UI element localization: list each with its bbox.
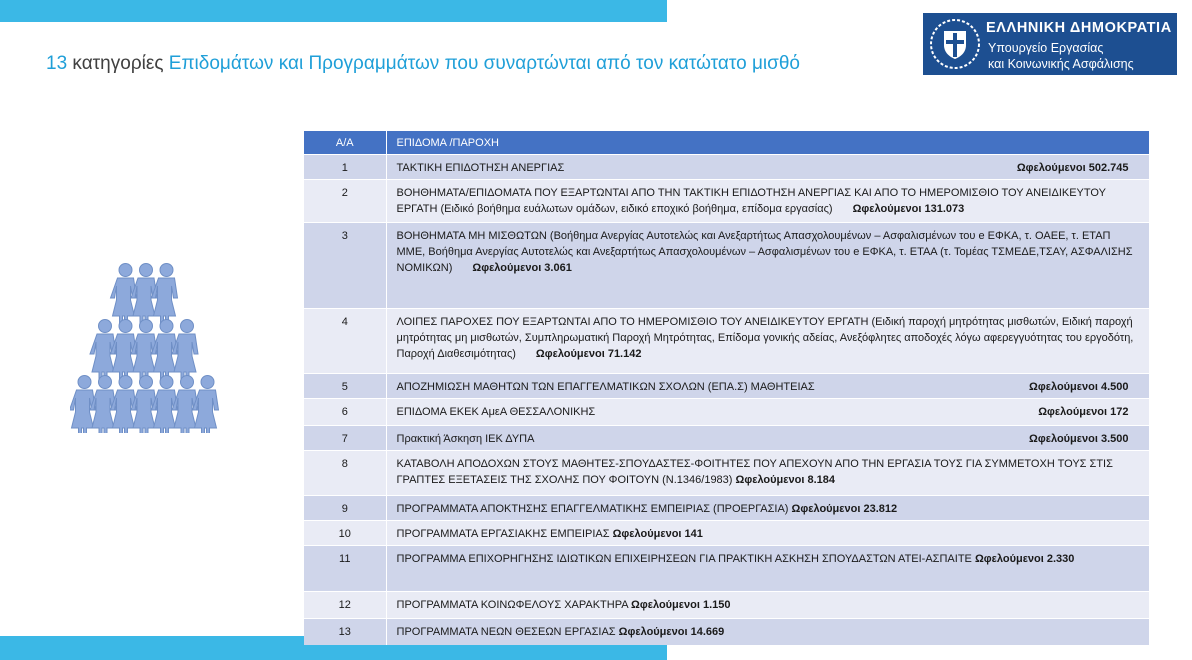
row-benefit-cell	[386, 426, 1149, 451]
beneficiaries-count: Ωφελούμενοι 141	[612, 528, 703, 540]
row-number: 6	[304, 399, 386, 426]
people-pyramid-icon	[70, 263, 222, 433]
table-row	[304, 592, 1149, 619]
benefit-text: ΠΡΟΓΡΑΜΜΑΤΑ ΕΡΓΑΣΙΑΚΗΣ ΕΜΠΕΙΡΙΑΣ	[396, 528, 610, 540]
beneficiaries-count: Ωφελούμενοι 8.184	[735, 474, 835, 486]
row-benefit-cell	[386, 496, 1149, 521]
benefit-text: ΠΡΟΓΡΑΜΜΑΤΑ ΑΠΟΚΤΗΣΗΣ ΕΠΑΓΓΕΛΜΑΤΙΚΗΣ ΕΜΠΕΙΡΙΑΣ (ΠΡΟΕΡΓΑΣΙΑ)	[396, 503, 789, 515]
benefit-text: ΒΟΗΘΗΜΑΤΑ/ΕΠΙΔΟΜΑΤΑ ΠΟΥ ΕΞΑΡΤΩΝΤΑΙ ΑΠΟ ΤΗΝ ΤΑΚΤΙΚΗ ΕΠΙΔΟΤΗΣΗ ΑΝΕΡΓΙΑΣ ΚΑΙ ΑΠΟ ΤΟ ΗΜΕΡΟΜΙΣΘΙΟ ΤΟΥ ΑΝΕΙΔΙΚΕΥΤΟΥ ΕΡΓΑΤΗ (Ειδικό βοήθημα ευάλωτων ομάδων, ειδικό εποχικό βοήθημα, επίδομα εργασίας)	[396, 187, 1106, 215]
title-number: 13	[46, 53, 68, 74]
benefit-text: ΛΟΙΠΕΣ ΠΑΡΟΧΕΣ ΠΟΥ ΕΞΑΡΤΩΝΤΑΙ ΑΠΟ ΤΟ ΗΜΕΡΟΜΙΣΘΙΟ ΤΟΥ ΑΝΕΙΔΙΚΕΥΤΟΥ ΕΡΓΑΤΗ (Ειδική παροχή μητρότητας μισθωτών, Ειδική παροχή μητρότητας μη μισθωτών, Συμπληρωματική Παροχή Μητρότητας, Επίδομα γονικής αδείας, Ανεξόφλητες αποδοχές λόγω αφερεγγυότητας του εργοδότη, Παροχή Διαθεσιμότητας)	[396, 316, 1134, 360]
benefit-text: ΤΑΚΤΙΚΗ ΕΠΙΔΟΤΗΣΗ ΑΝΕΡΓΙΑΣ	[396, 162, 565, 174]
person-icon	[152, 264, 178, 329]
person-icon	[172, 320, 198, 385]
beneficiaries-count: Ωφελούμενοι 23.812	[791, 503, 898, 515]
table-row	[304, 399, 1149, 426]
benefits-table	[304, 131, 1150, 645]
table-row	[304, 309, 1149, 374]
header-benefit: ΕΠΙΔΟΜΑ /ΠΑΡΟΧΗ	[386, 131, 1149, 155]
beneficiaries-count: Ωφελούμενοι 502.745	[1016, 162, 1129, 174]
beneficiaries-count: Ωφελούμενοι 71.142	[535, 348, 642, 360]
row-number: 10	[304, 521, 386, 546]
row-number: 2	[304, 180, 386, 223]
top-accent-bar	[0, 0, 667, 22]
beneficiaries-count: Ωφελούμενοι 3.061	[472, 262, 572, 274]
benefit-cell-content	[397, 404, 1139, 420]
row-number: 5	[304, 374, 386, 399]
title-word: κατηγορίες	[72, 53, 164, 74]
benefit-text: ΠΡΟΓΡΑΜΜΑΤΑ ΚΟΙΝΩΦΕΛΟΥΣ ΧΑΡΑΚΤΗΡΑ	[396, 599, 628, 611]
beneficiaries-count: Ωφελούμενοι 1.150	[631, 599, 731, 611]
table-row	[304, 619, 1149, 645]
row-number: 13	[304, 619, 386, 645]
row-number: 8	[304, 451, 386, 496]
benefit-text: ΒΟΗΘΗΜΑΤΑ ΜΗ ΜΙΣΘΩΤΩΝ (Βοήθημα Ανεργίας Αυτοτελώς και Ανεξαρτήτως Απασχολουμένων – Ασφαλισμένων του e ΕΦΚΑ, τ. ΟΑΕΕ, τ. ΕΤΑΠ ΜΜΕ, Βοήθημα Ανεργίας Αυτοτελώς και Ανεξαρτήτως Απασχολουμένων – Ασφαλισμένων του e ΕΦΚΑ, τ. ΕΤΑΑ (τ. Τομέας ΤΣΜΕΔΕ,ΤΣΑΥ, ΑΣΦΑΛΙΣΗΣ ΝΟΜΙΚΩΝ)	[396, 230, 1133, 274]
beneficiaries-count: Ωφελούμενοι 14.669	[618, 626, 725, 638]
benefit-cell-content	[397, 160, 1139, 176]
row-benefit-cell	[386, 223, 1149, 309]
table-row	[304, 546, 1149, 592]
row-benefit-cell	[386, 451, 1149, 496]
beneficiaries-count: Ωφελούμενοι 172	[1038, 406, 1129, 418]
table-header-row	[304, 131, 1149, 155]
row-number: 1	[304, 155, 386, 180]
person-icon	[193, 376, 219, 434]
table-row	[304, 521, 1149, 546]
row-number: 11	[304, 546, 386, 592]
header-aa: Α/Α	[304, 131, 386, 155]
ministry-logo	[923, 13, 1177, 75]
row-number: 7	[304, 426, 386, 451]
row-number: 12	[304, 592, 386, 619]
table-row	[304, 426, 1149, 451]
table-row	[304, 155, 1149, 180]
table-row	[304, 451, 1149, 496]
row-benefit-cell	[386, 399, 1149, 426]
title-rest: Επιδομάτων και Προγραμμάτων που συναρτώνται από τον κατώτατο μισθό	[168, 53, 800, 74]
benefit-text: ΠΡΟΓΡΑΜΜΑ ΕΠΙΧΟΡΗΓΗΣΗΣ ΙΔΙΩΤΙΚΩΝ ΕΠΙΧΕΙΡΗΣΕΩΝ ΓΙΑ ΠΡΑΚΤΙΚΗ ΑΣΚΗΣΗ ΣΠΟΥΔΑΣΤΩΝ ΑΤΕΙ-ΑΣΠΑΙΤΕ	[396, 553, 972, 565]
row-benefit-cell	[386, 592, 1149, 619]
row-number: 3	[304, 223, 386, 309]
table-row	[304, 180, 1149, 223]
table-row	[304, 223, 1149, 309]
beneficiaries-count: Ωφελούμενοι 3.500	[1029, 433, 1129, 445]
row-benefit-cell	[386, 546, 1149, 592]
row-benefit-cell	[386, 619, 1149, 645]
slide-title	[46, 53, 800, 75]
row-number: 9	[304, 496, 386, 521]
benefit-cell-content	[397, 431, 1139, 447]
logo-line-1: ΕΛΛΗΝΙΚΗ ΔΗΜΟΚΡΑΤΙΑ	[986, 20, 1172, 36]
beneficiaries-count: Ωφελούμενοι 131.073	[852, 203, 965, 215]
benefit-text: Πρακτική Άσκηση ΙΕΚ ΔΥΠΑ	[396, 433, 535, 445]
row-benefit-cell	[386, 155, 1149, 180]
beneficiaries-count: Ωφελούμενοι 2.330	[974, 553, 1075, 565]
table-row	[304, 374, 1149, 399]
greek-emblem-icon	[929, 18, 981, 70]
benefit-text: ΕΠΙΔΟΜΑ ΕΚΕΚ ΑμεΑ ΘΕΣΣΑΛΟΝΙΚΗΣ	[396, 406, 596, 418]
benefit-text: ΠΡΟΓΡΑΜΜΑΤΑ ΝΕΩΝ ΘΕΣΕΩΝ ΕΡΓΑΣΙΑΣ	[396, 626, 616, 638]
row-benefit-cell	[386, 309, 1149, 374]
row-benefit-cell	[386, 521, 1149, 546]
logo-line-3: και Κοινωνικής Ασφάλισης	[988, 57, 1134, 71]
beneficiaries-count: Ωφελούμενοι 4.500	[1029, 381, 1129, 393]
benefit-cell-content	[397, 379, 1139, 395]
row-benefit-cell	[386, 180, 1149, 223]
benefit-text: ΚΑΤΑΒΟΛΗ ΑΠΟΔΟΧΩΝ ΣΤΟΥΣ ΜΑΘΗΤΕΣ-ΣΠΟΥΔΑΣΤΕΣ-ΦΟΙΤΗΤΕΣ ΠΟΥ ΑΠΕΧΟΥΝ ΑΠΟ ΤΗΝ ΕΡΓΑΣΙΑ ΤΟΥΣ ΓΙΑ ΣΥΜΜΕΤΟΧΗ ΤΟΥΣ ΣΤΙΣ ΓΡΑΠΤΕΣ ΕΞΕΤΑΣΕΙΣ ΤΗΣ ΣΧΟΛΗΣ ΠΟΥ ΦΟΙΤΟΥΝ (Ν.1346/1983)	[396, 458, 1113, 486]
benefit-text: ΑΠΟΖΗΜΙΩΣΗ ΜΑΘΗΤΩΝ ΤΩΝ ΕΠΑΓΓΕΛΜΑΤΙΚΩΝ ΣΧΟΛΩΝ (ΕΠΑ.Σ) ΜΑΘΗΤΕΙΑΣ	[396, 381, 815, 393]
logo-line-2: Υπουργείο Εργασίας	[988, 41, 1104, 55]
row-number: 4	[304, 309, 386, 374]
row-benefit-cell	[386, 374, 1149, 399]
table-row	[304, 496, 1149, 521]
